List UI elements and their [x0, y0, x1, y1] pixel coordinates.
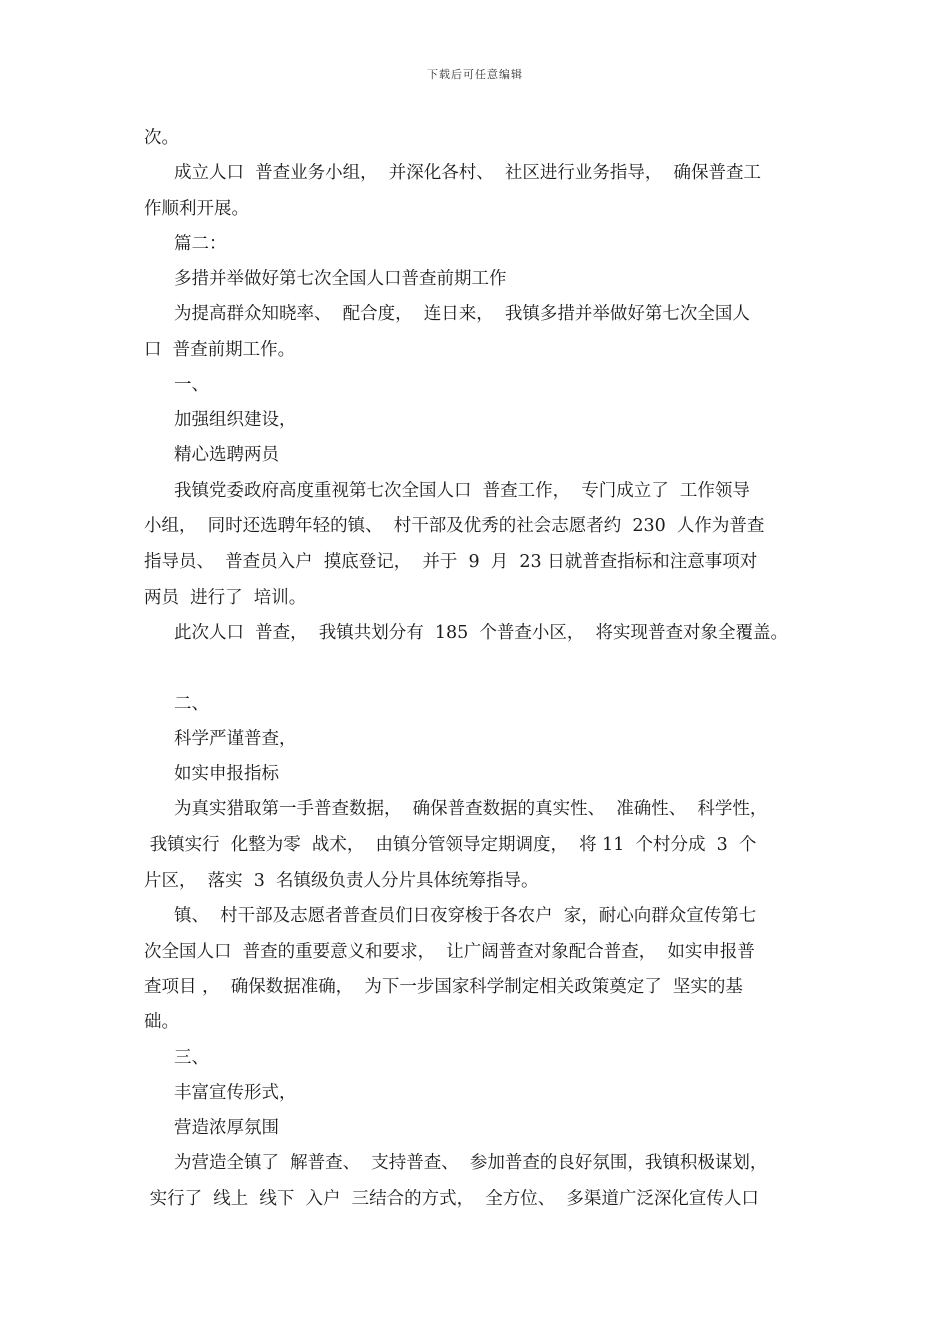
text-line: 为提高群众知晓率、 配合度， 连日来， 我镇多措并举做好第七次全国人 — [174, 304, 750, 324]
text-line: 作顺利开展。 — [144, 199, 249, 219]
text-line: 口 普查前期工作。 — [144, 340, 296, 360]
section-heading: 如实申报指标 — [174, 764, 279, 784]
text-line: 为营造全镇了 解普查、 支持普查、 参加普查的良好氛围，我镇积极谋划， — [174, 1153, 768, 1173]
text-line: 此次人口 普查， 我镇共划分有 185 个普查小区， 将实现普查对象全覆盖。 — [174, 623, 789, 643]
text-line: 次全国人口 普查的重要意义和要求， 让广阔普查对象配合普查， 如实申报普 — [144, 942, 755, 962]
page-header: 下载后可任意编辑 — [427, 68, 523, 81]
section-heading: 精心选聘两员 — [174, 445, 279, 465]
text-line: 查项目 ， 确保数据准确， 为下一步国家科学制定相关政策奠定了 坚实的基 — [144, 977, 743, 997]
section-heading: 加强组织建设， — [174, 410, 297, 430]
text-line: 次。 — [144, 128, 179, 148]
section-number: 一、 — [174, 375, 209, 395]
text-line: 小组， 同时还选聘年轻的镇、 村干部及优秀的社会志愿者约 230 人作为普查 — [144, 516, 765, 536]
text-line: 两员 进行了 培训。 — [144, 588, 307, 608]
text-line: 础。 — [144, 1012, 179, 1032]
text-line: 实行了 线上 线下 入户 三结合的方式， 全方位、 多渠道广泛深化宣传人口 — [144, 1189, 759, 1209]
text-line: 我镇党委政府高度重视第七次全国人口 普查工作， 专门成立了 工作领导 — [174, 481, 750, 501]
article-title: 多措并举做好第七次全国人口普查前期工作 — [174, 269, 507, 289]
text-line: 成立人口 普查业务小组， 并深化各村、 社区进行业务指导， 确保普查工 — [174, 163, 761, 183]
section-label: 篇二： — [174, 234, 227, 254]
section-heading: 科学严谨普查， — [174, 729, 297, 749]
text-line: 镇、 村干部及志愿者普查员们日夜穿梭于各农户 家，耐心向群众宣传第七 — [174, 906, 757, 926]
text-line: 片区， 落实 3 名镇级负责人分片具体统筹指导。 — [144, 871, 539, 891]
text-line: 我镇实行 化整为零 战术， 由镇分管领导定期调度， 将 11 个村分成 3 个 — [144, 835, 757, 855]
section-number: 三、 — [174, 1048, 209, 1068]
text-line: 为真实猎取第一手普查数据， 确保普查数据的真实性、 准确性、 科学性， — [174, 799, 768, 819]
section-heading: 丰富宣传形式， — [174, 1083, 297, 1103]
text-line: 指导员、 普查员入户 摸底登记， 并于 9 月 23 日就普查指标和注意事项对 — [144, 552, 758, 572]
section-heading: 营造浓厚氛围 — [174, 1118, 279, 1138]
section-number: 二、 — [174, 694, 209, 714]
